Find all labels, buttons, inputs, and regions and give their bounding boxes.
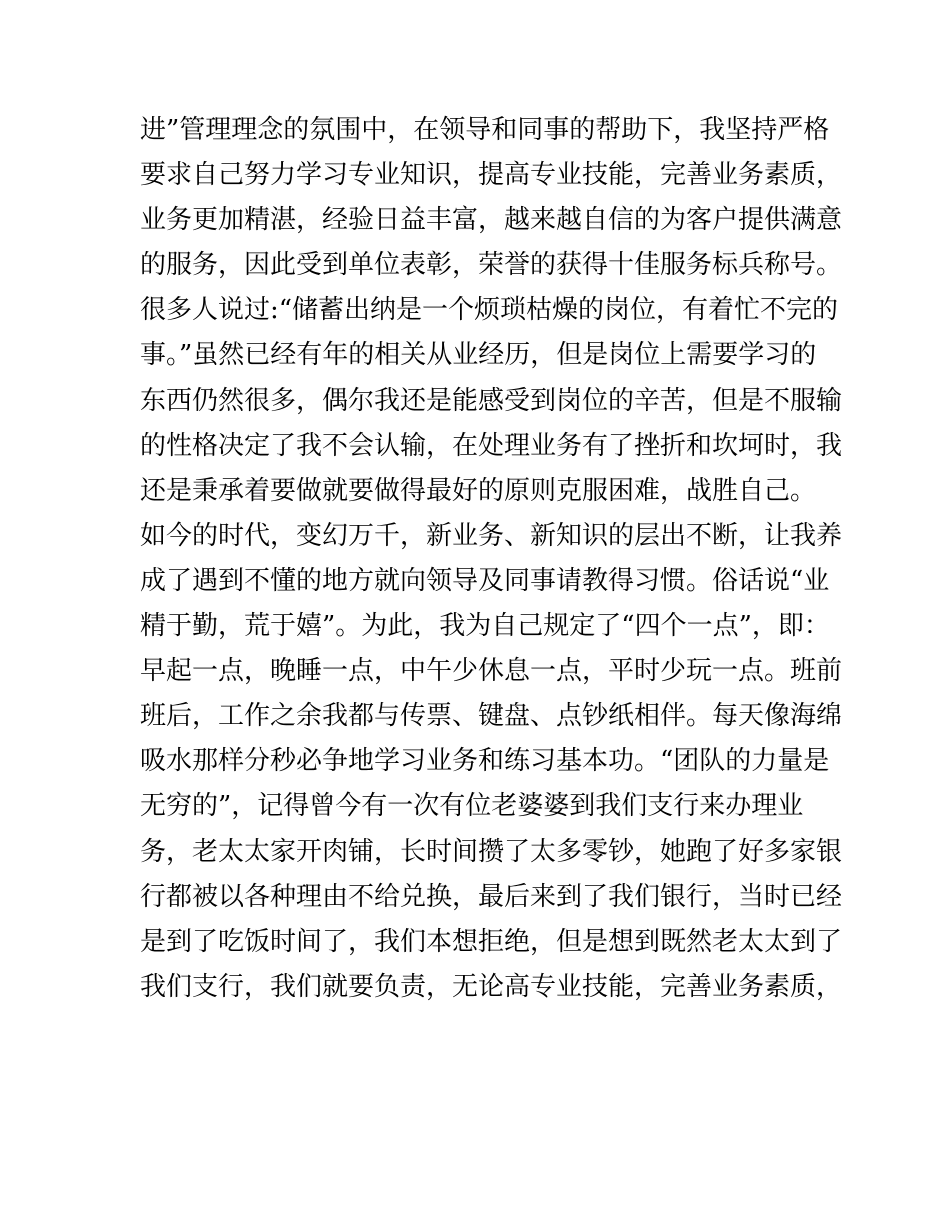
text-line-3: 业务更加精湛，经验日益丰富，越来越自信的为客户提供满意 — [140, 205, 843, 236]
text-line-4: 的服务，因此受到单位表彰，荣誉的获得十佳服务标兵称号。 — [140, 250, 843, 281]
text-line-5: 很多人说过:“储蓄出纳是一个烦琐枯燥的岗位，有着忙不完的 — [140, 295, 839, 326]
text-line-14: 班后，工作之余我都与传票、键盘、点钞纸相伴。每天像海绵 — [140, 701, 843, 732]
text-line-1: 进”管理理念的氛围中，在领导和同事的帮助下，我坚持严格 — [140, 115, 830, 145]
text-line-15: 吸水那样分秒必争地学习业务和练习基本功。“团队的力量是 — [140, 746, 830, 777]
text-line-20: 我们支行，我们就要负责，无论高专业技能，完善业务素质， — [140, 971, 843, 1002]
text-line-7: 东西仍然很多，偶尔我还是能感受到岗位的辛苦，但是不服输 — [140, 385, 843, 416]
text-line-13: 早起一点，晚睡一点，中午少休息一点，平时少玩一点。班前 — [140, 656, 843, 687]
text-line-12: 精于勤，荒于嬉”。为此，我为自己规定了“四个一点”，即： — [140, 611, 830, 642]
text-line-2: 要求自己努力学习专业知识，提高专业技能，完善业务素质， — [140, 160, 843, 191]
text-line-6: 事。”虽然已经有年的相关从业经历，但是岗位上需要学习的 — [140, 340, 817, 371]
text-line-10: 如今的时代，变幻万千，新业务、新知识的层出不断，让我养 — [140, 520, 843, 551]
text-line-19: 是到了吃饭时间了，我们本想拒绝，但是想到既然老太太到了 — [140, 926, 843, 957]
body-text — [140, 108, 843, 1010]
text-line-16: 无穷的”，记得曾今有一次有位老婆婆到我们支行来办理业 — [140, 791, 804, 822]
text-line-17: 务，老太太家开肉铺，长时间攒了太多零钞，她跑了好多家银 — [140, 836, 843, 867]
text-line-11: 成了遇到不懂的地方就向领导及同事请教得习惯。俗话说“业 — [140, 565, 830, 596]
text-line-8: 的性格决定了我不会认输，在处理业务有了挫折和坎坷时，我 — [140, 430, 843, 461]
text-line-9: 还是秉承着要做就要做得最好的原则克服困难，战胜自己。 — [140, 475, 817, 506]
text-line-18: 行都被以各种理由不给兑换，最后来到了我们银行，当时已经 — [140, 881, 843, 912]
